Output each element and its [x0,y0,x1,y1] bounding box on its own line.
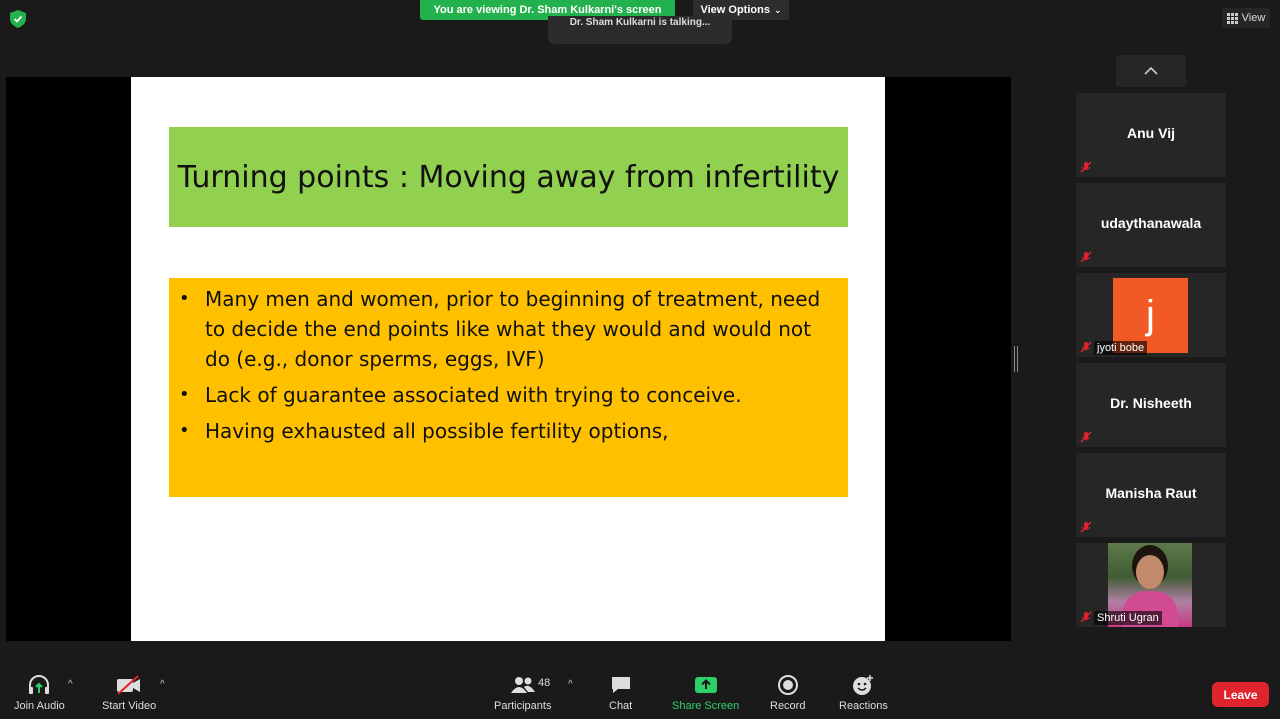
start-video-button[interactable] [102,673,156,712]
reactions-button[interactable] [839,673,888,712]
chat-label: Chat [609,700,633,712]
slide-title-box [169,127,848,227]
chevron-up-icon [1144,67,1158,75]
share-screen-button[interactable] [672,673,739,712]
participant-name: Manisha Raut [1105,485,1197,501]
viewing-screen-banner: You are viewing Dr. Sham Kulkarni's screen [420,0,675,20]
active-speaker-indicator: Dr. Sham Kulkarni is talking... [548,16,732,44]
participants-count-badge: 48 [538,677,551,689]
start-video-label: Start Video [102,700,157,712]
participants-label: Participants [494,700,552,712]
participant-name: Anu Vij [1127,125,1175,141]
participant-tile[interactable] [1076,453,1226,537]
muted-mic-icon [1080,431,1092,443]
slide-bullet: • Lack of guarantee associated with trying to conceive. [179,380,828,410]
muted-mic-icon [1080,251,1092,263]
slide-title: Turning points : Moving away from infertility [177,159,840,195]
grid-icon [1227,13,1238,24]
resize-handle[interactable] [1014,346,1018,372]
record-button[interactable] [770,673,805,712]
video-off-icon [116,675,142,695]
view-options-label: View Options [700,4,770,16]
participant-name: Shruti Ugran [1094,611,1162,625]
participants-icon [510,675,536,695]
participant-name: jyoti bobe [1094,341,1147,355]
share-screen-label: Share Screen [672,700,740,712]
muted-mic-icon [1080,611,1092,623]
gallery-scroll-up-button[interactable] [1116,55,1186,87]
meeting-toolbar [0,661,1280,719]
avatar: j [1113,278,1188,353]
view-button-label: View [1241,12,1266,24]
leave-button[interactable]: Leave [1212,682,1269,707]
participant-tile[interactable] [1076,543,1226,627]
view-layout-button[interactable] [1222,8,1270,28]
slide-body [169,278,848,497]
audio-options-caret[interactable]: ^ [68,679,73,690]
participant-tile[interactable] [1076,273,1226,357]
chevron-down-icon: ⌄ [773,5,782,15]
muted-mic-icon [1080,521,1092,533]
presentation-slide [131,77,885,641]
record-label: Record [770,700,806,712]
muted-mic-icon [1080,161,1092,173]
participants-options-caret[interactable]: ^ [568,679,573,690]
security-shield-icon[interactable] [10,10,26,28]
share-screen-icon [694,675,718,695]
slide-bullet: • Many men and women, prior to beginning of treatment, need to decide the end points like what they would and would not do (e.g., donor sperms, eggs, IVF) [179,284,828,374]
video-options-caret[interactable]: ^ [160,679,165,690]
reactions-label: Reactions [839,700,888,712]
participant-tile[interactable] [1076,183,1226,267]
shared-screen [6,77,1011,641]
slide-bullet-list [179,284,828,446]
chat-bubble-icon [610,675,632,695]
join-audio-label: Join Audio [14,700,65,712]
join-audio-button[interactable] [14,673,65,712]
participant-tile[interactable] [1076,93,1226,177]
participant-tile[interactable] [1076,363,1226,447]
participant-name: Dr. Nisheeth [1110,395,1192,411]
muted-mic-icon [1080,341,1092,353]
headphones-icon [27,674,51,696]
reactions-smiley-icon [851,674,875,696]
person-head [1136,555,1164,589]
participant-name: udaythanawala [1100,215,1202,231]
slide-bullet: • Having exhausted all possible fertility options, [179,416,828,446]
chat-button[interactable] [609,673,632,712]
record-icon [777,674,799,696]
